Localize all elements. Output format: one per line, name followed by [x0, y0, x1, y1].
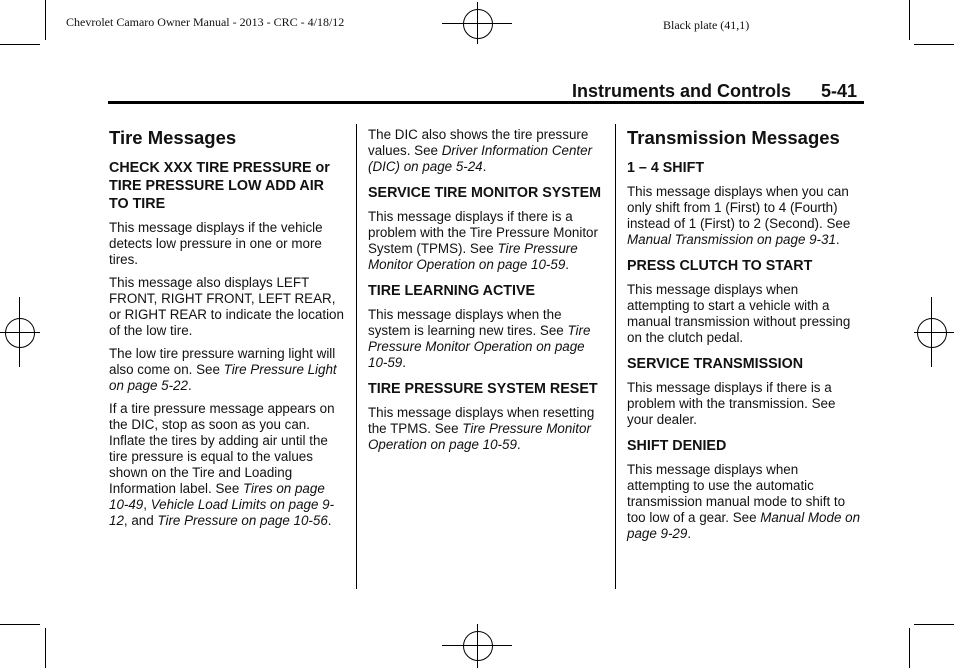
- heading-check-tire-pressure: CHECK XXX TIRE PRESSURE or TIRE PRESSURE LOW ADD AIR TO TIRE: [109, 160, 330, 212]
- paragraph: This message also displays LEFT FRONT, RIGHT FRONT, LEFT REAR, or RIGHT REAR to indicate the location of the low tire.: [109, 275, 344, 338]
- cross-reference[interactable]: Tire Pressure Monitor Operation on page 10-59: [368, 421, 591, 452]
- plate-info-right: Black plate (41,1): [663, 18, 750, 32]
- paragraph: This message displays when you can only shift from 1 (First) to 4 (Fourth) instead of 1 (First) to 2 (Second). See Manual Transmission on page 9-31.: [627, 184, 851, 247]
- header-rule: [108, 101, 864, 104]
- paragraph: This message displays when resetting the TPMS. See Tire Pressure Monitor Operation on page 10-59.: [368, 405, 595, 452]
- paragraph: The DIC also shows the tire pressure values. See Driver Information Center (DIC) on page 5-24.: [368, 127, 593, 174]
- cross-reference[interactable]: Driver Information Center (DIC) on page 5-24: [368, 143, 593, 174]
- cross-reference[interactable]: Vehicle Load Limits on page 9-12: [109, 497, 335, 528]
- section-title-transmission-messages: Transmission Messages: [627, 127, 840, 148]
- page-number: 5-41: [821, 81, 858, 101]
- column-3: [627, 127, 864, 549]
- paragraph: The low tire pressure warning light will also come on. See Tire Pressure Light on page 5-22.: [109, 346, 337, 393]
- heading-service-transmission: SERVICE TRANSMISSION: [627, 356, 804, 372]
- heading-1-4-shift: 1 – 4 SHIFT: [627, 160, 705, 176]
- paragraph: This message displays when attempting to use the automatic transmission manual mode to shift to too low of a gear. See Manual Mode on page 9-29.: [627, 462, 861, 541]
- cross-reference[interactable]: Tire Pressure Monitor Operation on page 10-59: [368, 241, 578, 272]
- paragraph: This message displays if the vehicle detects low pressure in one or more tires.: [109, 220, 323, 267]
- running-header: [572, 81, 857, 102]
- column-1: [109, 127, 347, 536]
- column-divider: [356, 124, 357, 589]
- heading-press-clutch: PRESS CLUTCH TO START: [627, 258, 813, 274]
- cross-reference[interactable]: Tires on page 10-49: [109, 481, 325, 512]
- heading-tire-pressure-reset: TIRE PRESSURE SYSTEM RESET: [368, 381, 598, 397]
- cross-reference[interactable]: Tire Pressure Light on page 5-22: [109, 362, 337, 393]
- section-title: Instruments and Controls: [572, 81, 792, 101]
- section-title-tire-messages: Tire Messages: [109, 127, 237, 148]
- column-divider: [615, 124, 616, 589]
- paragraph: This message displays if there is a problem with the Tire Pressure Monitor System (TPMS). See Tire Pressure Monitor Operation on page 10-59.: [368, 209, 598, 272]
- cross-reference[interactable]: Manual Mode on page 9-29: [627, 510, 861, 541]
- cross-reference[interactable]: Tire Pressure Monitor Operation on page 10-59: [368, 323, 591, 370]
- cross-reference[interactable]: Manual Transmission on page 9-31: [627, 232, 836, 247]
- paragraph: If a tire pressure message appears on the DIC, stop as soon as you can. Inflate the tires by adding air until the tire pressure is equal to the values shown on the Tire and Loading Information label. See Tires on page 10-49, Vehicle Load Limits on page 9-12, and Tire Pressure on page 10-56.: [109, 401, 335, 528]
- heading-tire-learning-active: TIRE LEARNING ACTIVE: [368, 283, 536, 299]
- paragraph: This message displays when the system is learning new tires. See Tire Pressure Monitor Operation on page 10-59.: [368, 307, 591, 370]
- plate-info-left: Chevrolet Camaro Owner Manual - 2013 - CRC - 4/18/12: [66, 15, 345, 29]
- paragraph: This message displays if there is a problem with the transmission. See your dealer.: [627, 380, 836, 427]
- heading-service-tire-monitor: SERVICE TIRE MONITOR SYSTEM: [368, 185, 602, 201]
- heading-shift-denied: SHIFT DENIED: [627, 438, 727, 454]
- column-2: [368, 127, 604, 460]
- cross-reference[interactable]: Tire Pressure on page 10-56: [157, 513, 328, 528]
- paragraph: This message displays when attempting to start a vehicle with a manual transmission without pressing on the clutch pedal.: [627, 282, 851, 345]
